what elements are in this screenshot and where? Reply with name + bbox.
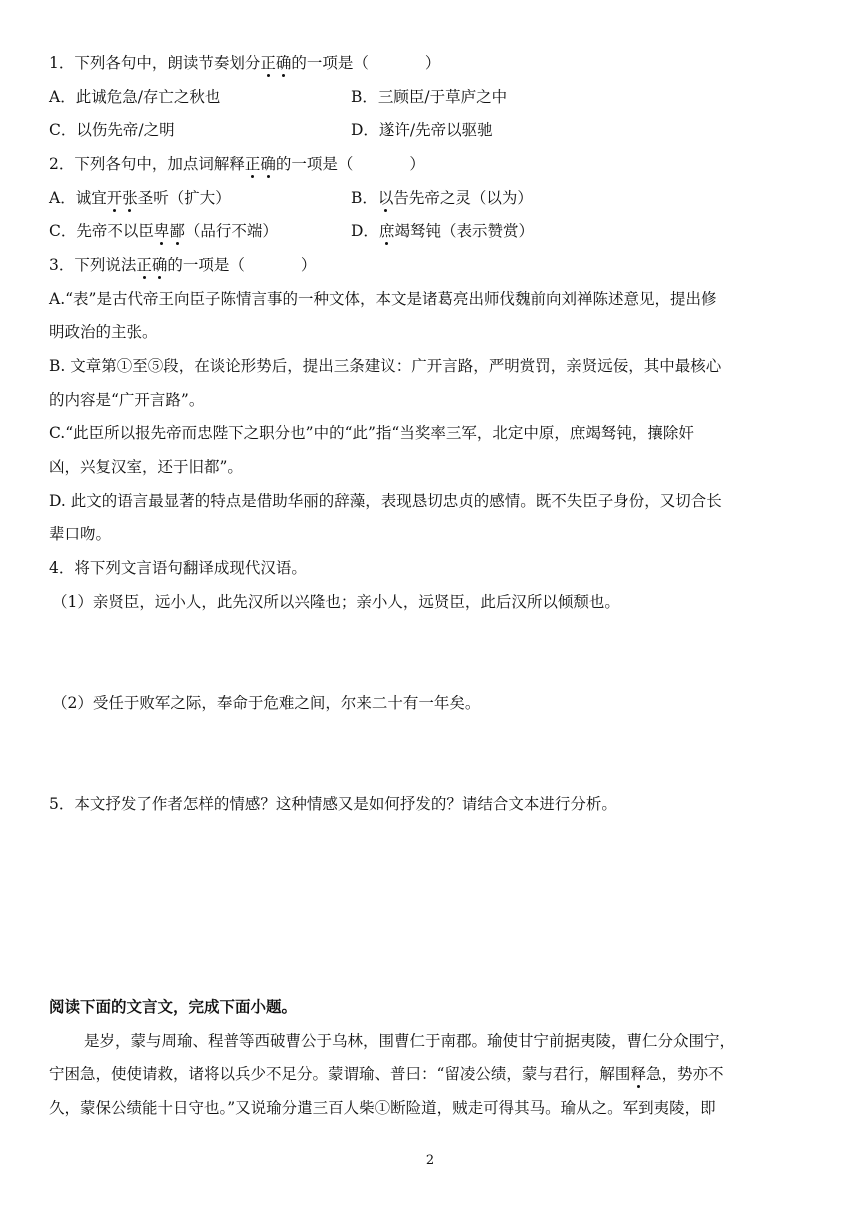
q2-stem: 2．下列各句中，加点词解释正确的一项是（ ） xyxy=(49,155,425,173)
q3-option-d-line2: 辈口吻。 xyxy=(49,525,112,543)
q3-option-a-line1: A.“表”是古代帝王向臣子陈情言事的一种文体，本文是诸葛亮出师伐魏前向刘禅陈述意见，提出修 xyxy=(49,290,717,308)
q5-stem: 5．本文抒发了作者怎样的情感？这种情感又是如何抒发的？请结合文本进行分析。 xyxy=(49,795,617,813)
q1-option-a: A．此诚危急/存亡之秋也 xyxy=(49,88,221,106)
q2-option-a: A．诚宜开张圣听（扩大） xyxy=(49,189,231,207)
q3-stem: 3．下列说法正确的一项是（ ） xyxy=(49,256,317,274)
q4-sentence-1: （1）亲贤臣，远小人，此先汉所以兴隆也；亲小人，远贤臣，此后汉所以倾颓也。 xyxy=(52,593,620,611)
reading-line-1: 是岁，蒙与周瑜、程普等西破曹公于乌林，围曹仁于南郡。瑜使甘宁前据夷陵，曹仁分众围宁， xyxy=(84,1032,736,1050)
page-number: 2 xyxy=(425,1153,435,1168)
q4-stem: 4．将下列文言语句翻译成现代汉语。 xyxy=(49,559,307,577)
q2-option-b: B．以告先帝之灵（以为） xyxy=(351,189,533,207)
q3-option-b-line1: B. 文章第①至⑤段，在谈论形势后，提出三条建议：广开言路，严明赏罚，亲贤远佞，其中最核心 xyxy=(49,357,722,375)
q1-option-c: C．以伤先帝/之明 xyxy=(49,121,175,139)
q3-option-c-line2: 凶，兴复汉室，还于旧都”。 xyxy=(49,458,243,476)
q1-stem: 1．下列各句中，朗读节奏划分正确的一项是（ ） xyxy=(49,54,441,72)
q3-option-a-line2: 明政治的主张。 xyxy=(49,323,158,341)
q4-sentence-2: （2）受任于败军之际，奉命于危难之间，尔来二十有一年矣。 xyxy=(52,694,481,712)
q3-option-d-line1: D. 此文的语言最显著的特点是借助华丽的辞藻，表现恳切忠贞的感情。既不失臣子身份，又切合长 xyxy=(49,492,722,510)
reading-line-3: 久，蒙保公绩能十日守也。”又说瑜分遣三百人柴①断险道，贼走可得其马。瑜从之。军到夷陵，即 xyxy=(49,1099,716,1117)
q2-option-d: D．庶竭驽钝（表示赞赏） xyxy=(351,222,534,240)
q3-option-b-line2: 的内容是“广开言路”。 xyxy=(49,391,205,409)
reading-line-2: 宁困急，使使请救，诸将以兵少不足分。蒙谓瑜、普曰：“留凌公绩，蒙与君行，解围释急，势亦不 xyxy=(49,1065,724,1083)
q2-option-c: C．先帝不以臣卑鄙（品行不端） xyxy=(49,222,278,240)
q1-option-b: B．三顾臣/于草庐之中 xyxy=(351,88,508,106)
reading-heading: 阅读下面的文言文，完成下面小题。 xyxy=(49,997,298,1016)
q1-option-d: D．遂许/先帝以驱驰 xyxy=(351,121,493,139)
q3-option-c-line1: C.“此臣所以报先帝而忠陛下之职分也”中的“此”指“当奖率三军，北定中原，庶竭驽钝，攘除奸 xyxy=(49,424,694,442)
